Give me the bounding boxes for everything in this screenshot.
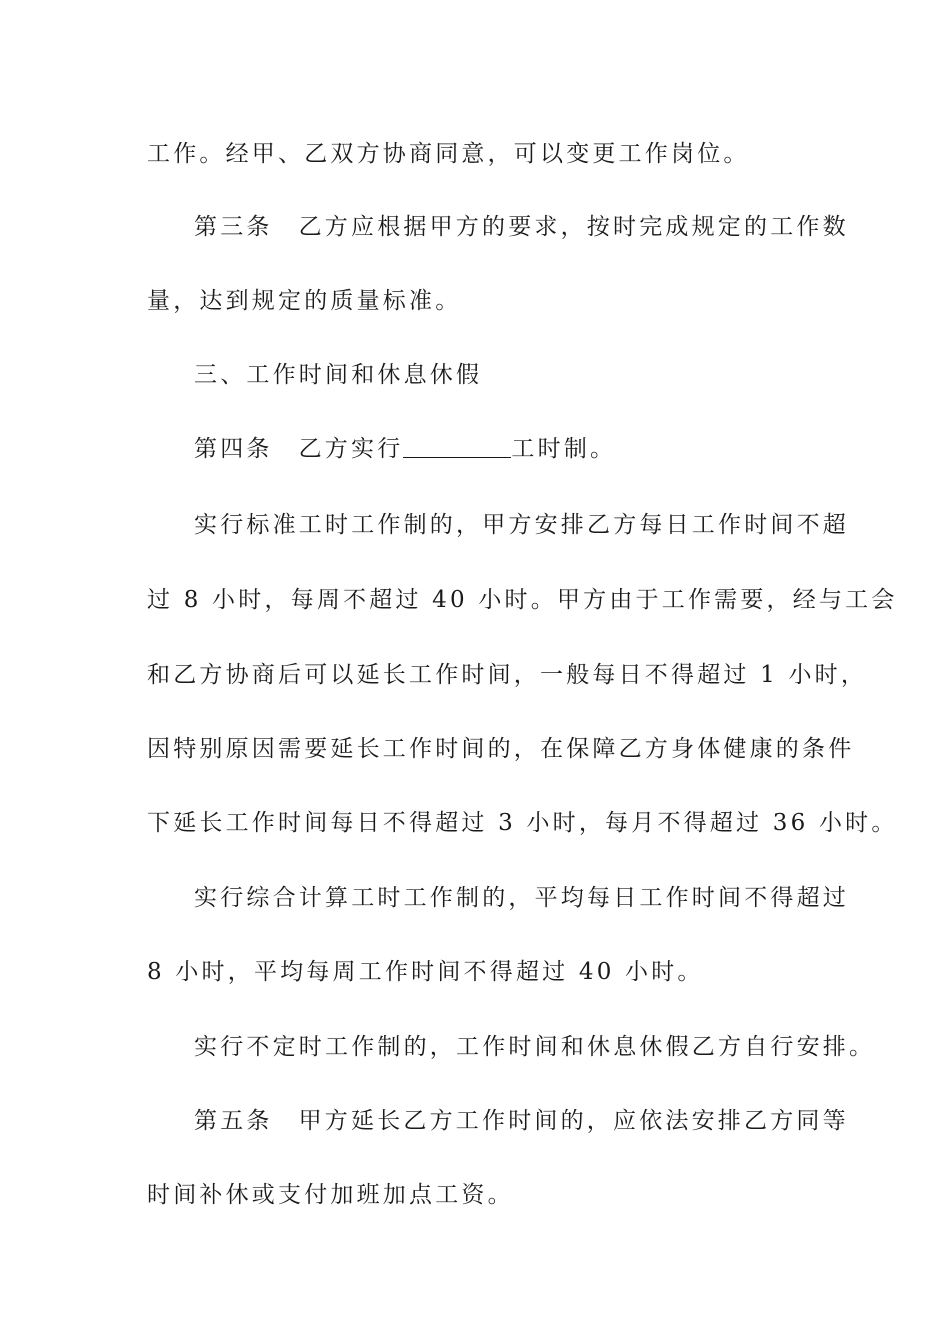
line-text: 时间补休或支付加班加点工资。 <box>147 1182 514 1208</box>
text-line-8 <box>147 655 868 695</box>
text-line-15 <box>147 1175 807 1215</box>
text-line-7 <box>147 580 898 620</box>
text-line-1 <box>147 134 807 174</box>
line-text: 实行标准工时工作制的，甲方安排乙方每日工作时间不超 <box>194 512 849 538</box>
fill-in-blank[interactable] <box>403 433 511 458</box>
line-text: 工时制。 <box>511 436 617 462</box>
line-text: 下延长工作时间每日不得超过 3 小时，每月不得超过 36 小时。 <box>147 810 898 836</box>
line-text: 乙方应根据甲方的要求，按时完成规定的工作数 <box>298 214 849 240</box>
article-label: 第四条 <box>194 436 273 462</box>
section-title: 三、工作时间和休息休假 <box>194 362 483 388</box>
line-text: 实行综合计算工时工作制的，平均每日工作时间不得超过 <box>194 885 849 911</box>
article-label: 第五条 <box>194 1108 273 1134</box>
text-line-3 <box>147 281 807 321</box>
line-text: 8 小时，平均每周工作时间不得超过 40 小时。 <box>147 959 704 985</box>
article-5-line <box>194 1101 849 1141</box>
line-text: 甲方延长乙方工作时间的，应依法安排乙方同等 <box>298 1108 849 1134</box>
line-text: 和乙方协商后可以延长工作时间，一般每日不得超过 1 小时， <box>147 662 868 688</box>
text-line-11 <box>194 878 849 918</box>
line-text: 工作。经甲、乙双方协商同意，可以变更工作岗位。 <box>147 141 750 167</box>
line-text: 过 8 小时，每周不超过 40 小时。甲方由于工作需要，经与工会 <box>147 587 898 613</box>
text-line-6 <box>194 505 849 545</box>
line-text: 量，达到规定的质量标准。 <box>147 288 462 314</box>
article-4-line <box>194 429 807 469</box>
line-text: 因特别原因需要延长工作时间的，在保障乙方身体健康的条件 <box>147 736 855 762</box>
line-text: 实行不定时工作制的，工作时间和休息休假乙方自行安排。 <box>194 1034 876 1060</box>
text-line-13 <box>194 1027 876 1067</box>
text-line-9 <box>147 729 855 769</box>
text-line-10 <box>147 803 898 843</box>
line-text: 乙方实行 <box>298 436 404 462</box>
text-line-12 <box>147 952 807 992</box>
article-3-line <box>194 207 849 247</box>
article-label: 第三条 <box>194 214 273 240</box>
section-heading <box>194 355 807 395</box>
